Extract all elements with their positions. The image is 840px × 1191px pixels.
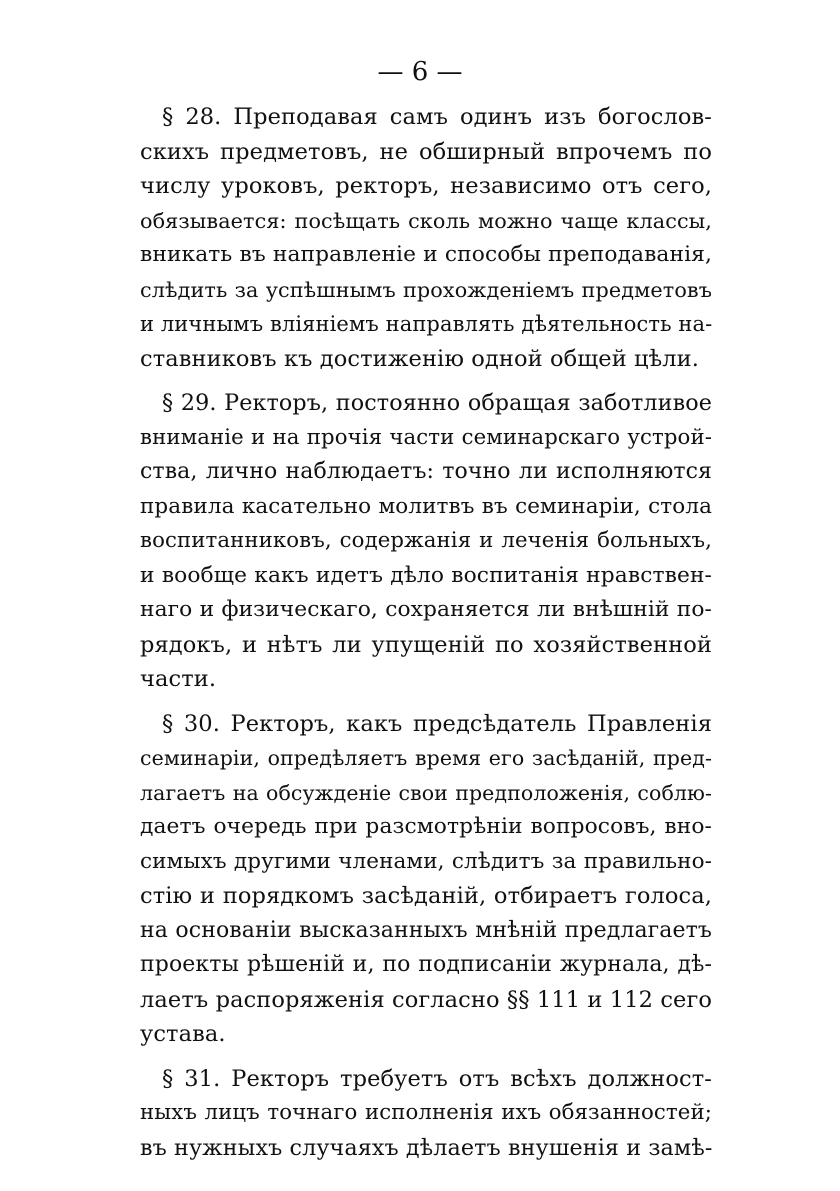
body-text <box>140 100 712 1175</box>
text-line: рядокъ, и нѣтъ ли упущеній по хозяйственной <box>140 631 712 658</box>
text-line: скихъ предметовъ, не обширный впрочемъ по <box>140 138 712 165</box>
text-line: числу уроковъ, ректоръ, независимо отъ сего, <box>140 173 712 199</box>
text-line: вниманіе и на прочія части семинарскаго устрой- <box>140 424 712 450</box>
text-line: части. <box>140 666 217 692</box>
text-line: слѣдить за успѣшнымъ прохожденіемъ предметовъ <box>140 277 712 302</box>
text-line: ныхъ лицъ точнаго исполненія ихъ обязанностей; <box>140 1100 712 1125</box>
text-line: въ нужныхъ случаяхъ дѣлаетъ внушенія и замѣ- <box>140 1134 713 1161</box>
text-line: стію и порядкомъ засѣданій, отбираетъ голоса, <box>140 883 712 909</box>
text-line: вникать въ направленіе и способы преподаванія, <box>140 242 712 267</box>
text-line: ставниковъ къ достиженію одной общей цѣли. <box>140 345 700 372</box>
text-line: § 30. Ректоръ, какъ предсѣдатель Правленія <box>162 710 712 737</box>
text-line: обязывается: посѣщать сколь можно чаще классы, <box>140 208 712 233</box>
text-line: § 29. Ректоръ, постоянно обращая заботливое <box>162 390 712 416</box>
text-line: ства, лично наблюдаетъ: точно ли исполняются <box>140 459 712 484</box>
text-line: и вообще какъ идетъ дѣло воспитанія нравствен- <box>140 562 712 588</box>
text-line: наго и физическаго, сохраняется ли внѣшній по- <box>140 597 712 622</box>
text-line: даетъ очередь при разсмотрѣніи вопросовъ, вно- <box>140 814 712 839</box>
text-line: устава. <box>140 1021 226 1047</box>
text-line: § 31. Ректоръ требуетъ отъ всѣхъ должност- <box>162 1065 712 1092</box>
paragraph-section-30 <box>140 707 712 1052</box>
paragraph-section-31 <box>140 1062 712 1166</box>
text-line: и личнымъ вліяніемъ направлять дѣятельность на- <box>140 312 713 336</box>
text-line: воспитанниковъ, содержанія и леченія больныхъ, <box>140 528 712 553</box>
page-number: — 6 — <box>377 57 463 87</box>
text-line: лагаетъ на обсужденіе свои предположенія, соблю- <box>140 780 712 805</box>
text-line: лаетъ распоряженія согласно §§ 111 и 112 сего <box>140 986 712 1013</box>
text-line: симыхъ другими членами, слѣдитъ за правильно- <box>140 848 712 874</box>
text-line: на основаніи высказанныхъ мнѣній предлагаетъ <box>140 917 712 943</box>
text-line: правила касательно молитвъ въ семинаріи, стола <box>140 493 712 519</box>
text-line: проекты рѣшеній и, по подписаніи журнала, дѣ- <box>140 952 712 977</box>
text-line: семинаріи, опредѣляетъ время его засѣданій, пред- <box>140 746 712 770</box>
paragraph-section-29 <box>140 386 712 697</box>
paragraph-section-28 <box>140 100 712 376</box>
text-line: § 28. Преподавая самъ одинъ изъ богослов- <box>162 104 712 130</box>
